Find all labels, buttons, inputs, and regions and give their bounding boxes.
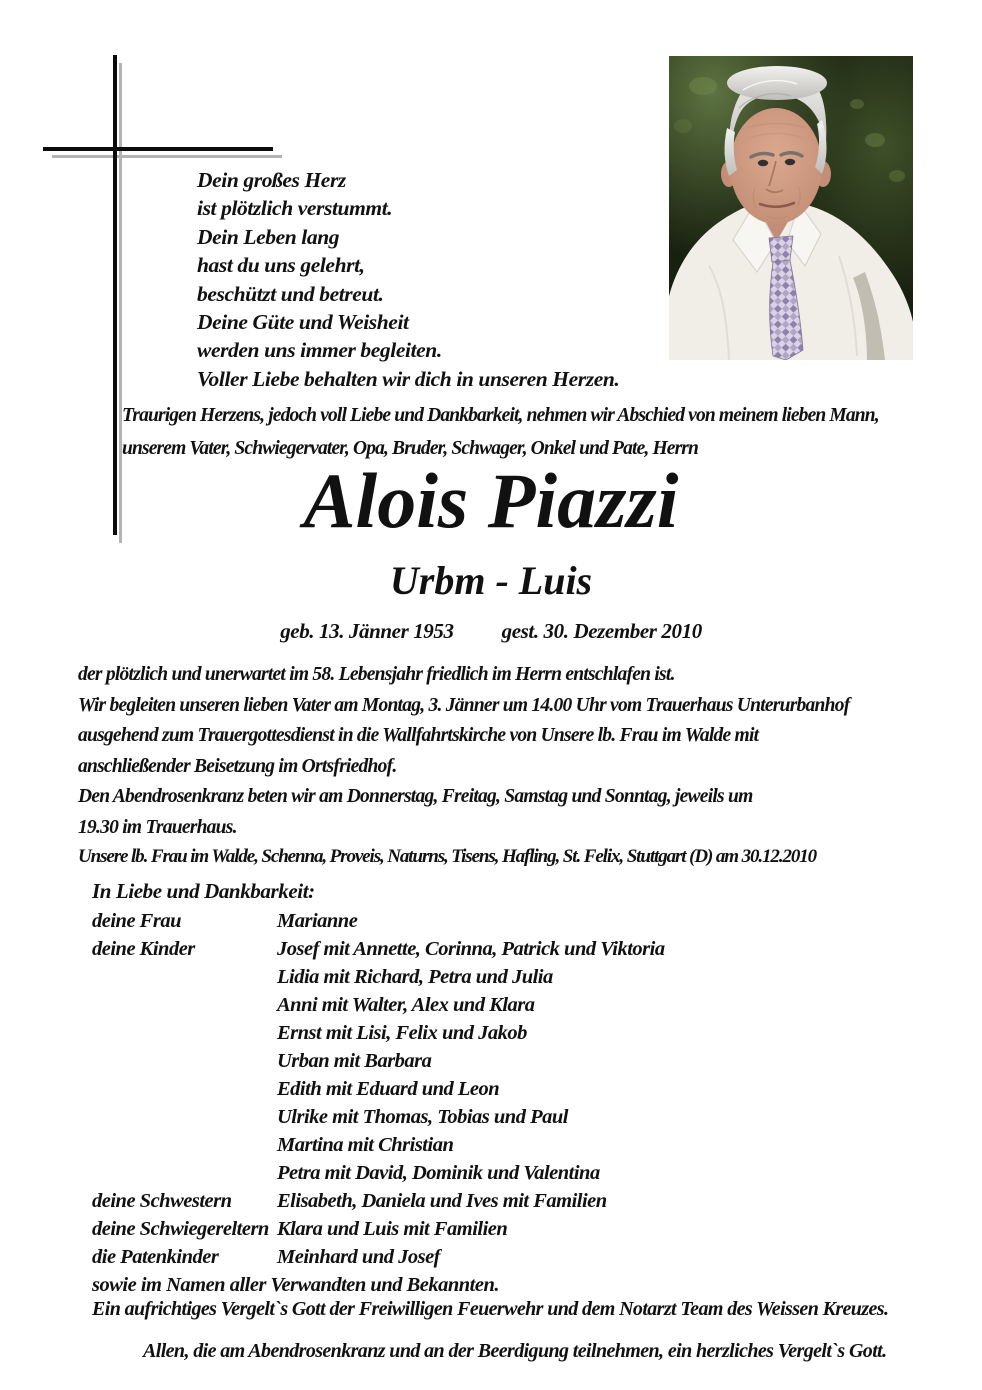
family-row	[92, 991, 665, 1019]
family-list	[92, 907, 665, 1299]
family-row-label	[92, 1131, 277, 1159]
announcement-line: anschließender Beisetzung im Ortsfriedhof.	[78, 755, 397, 777]
family-row	[92, 1103, 665, 1131]
family-row-value: Meinhard und Josef	[277, 1246, 441, 1268]
family-row-label	[92, 1075, 277, 1103]
family-row-label: deine Schwestern	[92, 1190, 232, 1212]
gratitude-heading: In Liebe und Dankbarkeit:	[92, 879, 315, 903]
portrait-photo-illustration	[669, 56, 913, 360]
family-row	[92, 1243, 665, 1271]
death-date: gest. 30. Dezember 2010	[501, 619, 702, 643]
family-row-label: deine Frau	[92, 910, 181, 932]
family-row-label	[92, 1047, 277, 1075]
announcement-line: der plötzlich und unerwartet im 58. Lebensjahr friedlich im Herrn entschlafen ist.	[78, 664, 675, 685]
memorial-locations-line: Unsere lb. Frau im Walde, Schenna, Proveis, Naturns, Tisens, Hafling, St. Felix, Stuttgart (D) am 30.12.2010	[78, 846, 817, 867]
portrait-photo	[669, 56, 913, 360]
family-row-value: Petra mit David, Dominik und Valentina	[277, 1162, 600, 1184]
family-row-label	[92, 1103, 277, 1131]
intro-line: Traurigen Herzens, jedoch voll Liebe und Dankbarkeit, nehmen wir Abschied von meinem lieben Mann,	[122, 405, 879, 426]
poem-line: hast du uns gelehrt,	[197, 253, 365, 278]
life-dates	[0, 618, 982, 645]
poem-line: Dein Leben lang	[197, 224, 340, 249]
family-row-label	[92, 963, 277, 991]
family-row-label: deine Kinder	[92, 938, 195, 960]
family-row	[92, 935, 665, 963]
announcement-line: Den Abendrosenkranz beten wir am Donnerstag, Freitag, Samstag und Sonntag, jeweils um	[78, 786, 753, 808]
family-row	[92, 907, 665, 935]
funeral-announcement	[78, 660, 849, 844]
family-row-value: Urban mit Barbara	[277, 1050, 432, 1072]
family-row	[92, 1131, 665, 1159]
family-row-value: Ulrike mit Thomas, Tobias und Paul	[277, 1106, 568, 1128]
family-row-value: Ernst mit Lisi, Felix und Jakob	[277, 1022, 527, 1044]
poem-line: Dein großes Herz	[197, 168, 346, 192]
family-row-label	[92, 1019, 277, 1047]
family-row	[92, 1159, 665, 1187]
family-row	[92, 1047, 665, 1075]
family-row-value: Josef mit Annette, Corinna, Patrick und Viktoria	[277, 938, 665, 960]
memorial-cross-shadow-horizontal	[52, 155, 282, 158]
memorial-poem	[197, 166, 619, 393]
family-row-value: Martina mit Christian	[277, 1134, 454, 1156]
intro-line: unserem Vater, Schwiegervater, Opa, Bruder, Schwager, Onkel und Pate, Herrn	[122, 438, 699, 459]
thanks-feuerwehr-line: Ein aufrichtiges Vergelt`s Gott der Freiwilligen Feuerwehr und dem Notarzt Team des Weissen Kreuzes.	[92, 1298, 889, 1320]
family-row-value: Marianne	[277, 910, 358, 932]
poem-line: beschützt und betreut.	[197, 281, 384, 306]
family-row-value: Edith mit Eduard und Leon	[277, 1078, 500, 1100]
poem-line: ist plötzlich verstummt.	[197, 196, 393, 221]
family-row-value: Anni mit Walter, Alex und Klara	[277, 994, 535, 1016]
family-row-label: die Patenkinder	[92, 1246, 219, 1268]
family-row-value: Lidia mit Richard, Petra und Julia	[277, 966, 553, 988]
family-row	[92, 963, 665, 991]
family-row-value: Klara und Luis mit Familien	[277, 1218, 508, 1240]
family-row	[92, 1075, 665, 1103]
family-row	[92, 1187, 665, 1215]
poem-line: werden uns immer begleiten.	[197, 338, 442, 363]
family-row-label: deine Schwiegereltern	[92, 1218, 269, 1240]
family-row	[92, 1019, 665, 1047]
announcement-line: 19.30 im Trauerhaus.	[78, 816, 237, 838]
announcement-line: ausgehend zum Trauergottesdienst in die Wallfahrtskirche von Unsere lb. Frau im Walde mit	[78, 725, 759, 747]
deceased-nickname: Urbm - Luis	[389, 558, 593, 603]
thanks-attendees-line: Allen, die am Abendrosenkranz und an der Beerdigung teilnehmen, ein herzliches Vergelt`s Gott.	[143, 1340, 887, 1362]
poem-line: Voller Liebe behalten wir dich in unseren Herzen.	[197, 366, 620, 391]
birth-date: geb. 13. Jänner 1953	[280, 619, 454, 643]
family-row-value: Elisabeth, Daniela und Ives mit Familien	[277, 1190, 607, 1212]
poem-line: Deine Güte und Weisheit	[197, 310, 409, 335]
announcement-line: Wir begleiten unseren lieben Vater am Montag, 3. Jänner um 14.00 Uhr vom Trauerhaus Unterurbanhof	[78, 694, 850, 716]
family-row-label	[92, 1159, 277, 1187]
memorial-cross-horizontal	[43, 147, 273, 151]
family-closing-line: sowie im Namen aller Verwandten und Bekannten.	[92, 1274, 499, 1296]
deceased-name: Alois Piazzi	[303, 457, 679, 544]
family-row-label	[92, 991, 277, 1019]
family-row	[92, 1215, 665, 1243]
